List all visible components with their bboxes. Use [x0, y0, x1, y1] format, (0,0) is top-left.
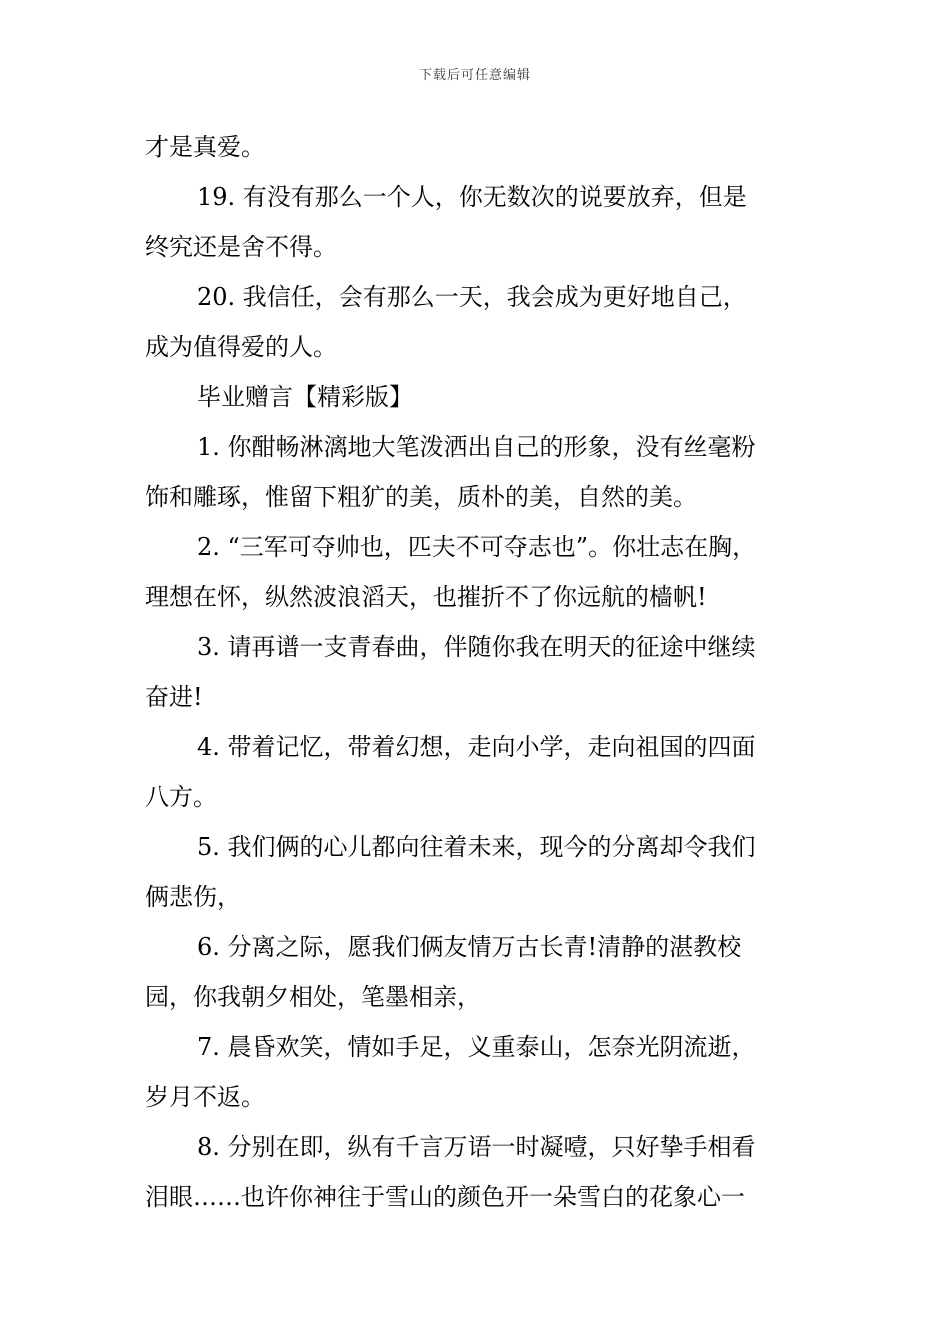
text-line: 终究还是舍不得。 [145, 233, 337, 261]
text-line: 理想在怀，纵然波浪滔天，也摧折不了你远航的樯帆! [145, 583, 707, 611]
text-line: 泪眼……也许你神往于雪山的颜色开一朵雪白的花象心一 [145, 1183, 745, 1211]
text-line: 1. 你酣畅淋漓地大笔泼洒出自己的形象，没有丝毫粉 [197, 433, 756, 461]
text-line: 4. 带着记忆，带着幻想，走向小学，走向祖国的四面 [197, 733, 756, 761]
text-line: 3. 请再谱一支青春曲，伴随你我在明天的征途中继续 [197, 633, 756, 661]
text-line: 俩悲伤， [145, 883, 241, 911]
text-line: 成为值得爱的人。 [145, 333, 337, 361]
text-line: 6. 分离之际，愿我们俩友情万古长青!清静的湛教校 [197, 933, 742, 961]
text-line: 2. “三军可夺帅也，匹夫不可夺志也”。你壮志在胸， [197, 533, 757, 561]
text-line: 才是真爱。 [145, 133, 265, 161]
text-line: 20. 我信任，会有那么一天，我会成为更好地自己， [197, 283, 747, 311]
text-line: 奋进! [145, 683, 203, 711]
text-line: 19. 有没有那么一个人，你无数次的说要放弃，但是 [197, 183, 747, 211]
text-line: 8. 分别在即，纵有千言万语一时凝噎，只好挚手相看 [197, 1133, 756, 1161]
text-line: 八方。 [145, 783, 217, 811]
text-line: 饰和雕琢，惟留下粗犷的美，质朴的美，自然的美。 [145, 483, 697, 511]
document-body [145, 122, 825, 1222]
text-line: 岁月不返。 [145, 1083, 265, 1111]
text-line: 5. 我们俩的心儿都向往着未来，现今的分离却令我们 [197, 833, 756, 861]
section-heading: 毕业赠言【精彩版】 [197, 383, 413, 411]
text-line: 7. 晨昏欢笑，情如手足，义重泰山，怎奈光阴流逝， [197, 1033, 756, 1061]
text-line: 园，你我朝夕相处，笔墨相亲， [145, 983, 481, 1011]
page-header: 下载后可任意编辑 [418, 68, 531, 83]
